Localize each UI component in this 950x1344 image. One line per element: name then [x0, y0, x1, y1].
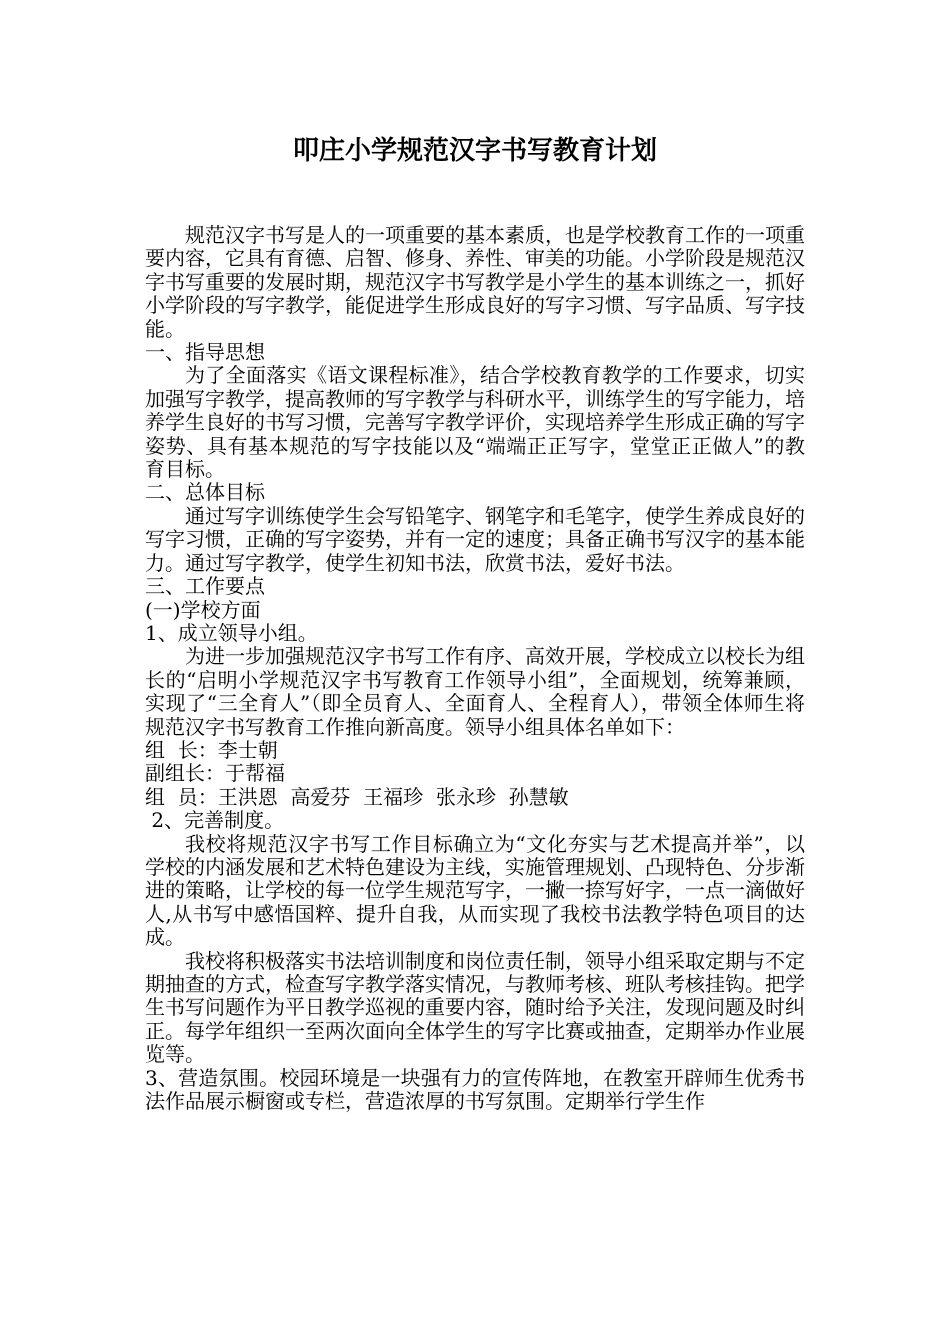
guiding-ideology-paragraph: 为了全面落实《语文课程标准》，结合学校教育教学的工作要求，切实加强写字教学，提高教师的写字教学与科研水平，训练学生的写字能力，培养学生良好的书写习惯，完善写字教学评价，实现培养学生形成正确的写字姿势、具有基本规范的写字技能以及“端端正正写字，堂堂正正做人”的教育目标。	[145, 363, 805, 482]
atmosphere-paragraph: 3、营造氛围。校园环境是一块强有力的宣传阵地，在教室开辟师生优秀书法作品展示橱窗或专栏，营造浓厚的书写氛围。定期举行学生作	[145, 1065, 805, 1114]
leadership-group-paragraph: 为进一步加强规范汉字书写工作有序、高效开展，学校成立以校长为组长的“启明小学规范汉字书写教育工作领导小组”，全面规划，统筹兼顾，实现了“三全育人”（即全员育人、全面育人、全程育人），带领全体师生将规范汉字书写教育工作推向新高度。领导小组具体名单如下：	[145, 644, 805, 739]
leader-line: 组 长：李士朝	[145, 737, 278, 762]
section-heading-guiding-ideology: 一、指导思想	[145, 340, 265, 365]
improve-system-paragraph-1: 我校将规范汉字书写工作目标确立为“文化夯实与艺术提高并举”，以学校的内涵发展和艺术特色建设为主线，实施管理规划、凸现特色、分步渐进的策略，让学校的每一位学生规范写字，一撇一捺写好字，一点一滴做好人,从书写中感悟国粹、提升自我，从而实现了我校书法教学特色项目的达成。	[145, 831, 805, 950]
section-heading-work-points: 三、工作要点	[145, 574, 265, 599]
improve-system-paragraph-2: 我校将积极落实书法培训制度和岗位责任制，领导小组采取定期与不定期抽查的方式，检查写字教学落实情况，与教师考核、班队考核挂钩。把学生书写问题作为平日教学巡视的重要内容，随时给予关注，发现问题及时纠正。每学年组织一至两次面向全体学生的写字比赛或抽查，定期举办作业展览等。	[145, 948, 805, 1067]
item-heading-leadership-group: 1、成立领导小组。	[145, 620, 318, 645]
deputy-leader-line: 副组长：于帮福	[145, 761, 285, 786]
item-heading-improve-system: 2、完善制度。	[145, 808, 285, 833]
section-heading-overall-goals: 二、总体目标	[145, 480, 265, 505]
document-title: 叩庄小学规范汉字书写教育计划	[292, 136, 657, 166]
members-line: 组 员：王洪恩 高爱芬 王福珍 张永珍 孙慧敏	[145, 784, 569, 809]
document-page	[145, 0, 805, 1344]
document-body	[145, 224, 805, 1113]
intro-paragraph: 规范汉字书写是人的一项重要的基本素质，也是学校教育工作的一项重要内容，它具有育德、启智、修身、养性、审美的功能。小学阶段是规范汉字书写重要的发展时期，规范汉字书写教学是小学生的基本训练之一，抓好小学阶段的写字教学，能促进学生形成良好的写字习惯、写字品质、写字技能。	[145, 223, 805, 341]
subsection-heading-school: (一)学校方面	[145, 597, 261, 622]
overall-goals-paragraph: 通过写字训练使学生会写铅笔字、钢笔字和毛笔字，使学生养成良好的写字习惯，正确的写字姿势，并有一定的速度；具备正确书写汉字的基本能力。通过写字教学，使学生初知书法，欣赏书法，爱好书法。	[145, 503, 805, 575]
